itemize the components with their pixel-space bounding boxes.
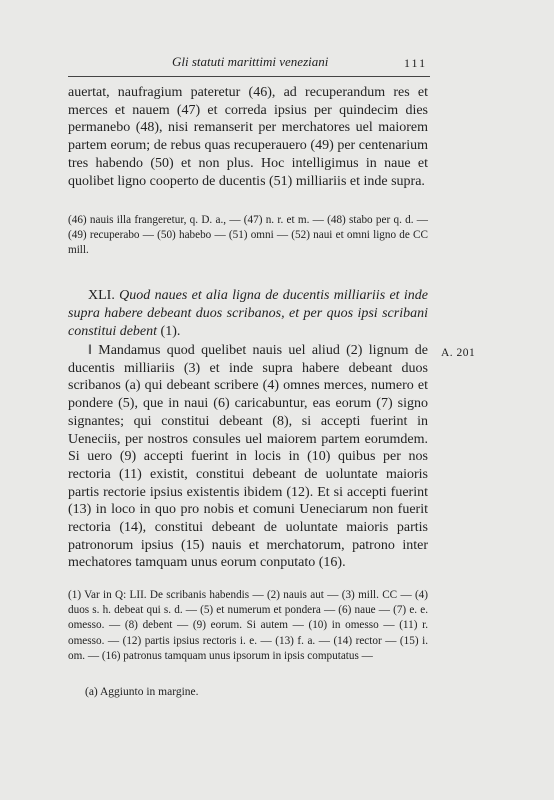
header-rule (68, 76, 430, 77)
chapter-title-note: (1). (160, 324, 181, 339)
paragraph-top: auertat, naufragium pateretur (46), ad recuperandum res et merces et nauem (47) et correda ipsius per quindecim dies permanebo (48), nisi remanserit per merchatores uel maiorem partem eorum; de rebus quas recuperauero (49) per centenarium tres habendo (50) et non plus. Hoc intelligimus in naue et quolibet ligno cooperto de ducentis (51) milliariis et inde supra. (68, 85, 428, 189)
footnotes-top: (46) nauis illa frangeretur, q. D. a., — (47) n. r. et m. — (48) stabo per q. d. — (49) recuperabo — (50) habebo — (51) omni — (52) naui et omni ligno de CC mill. (68, 214, 428, 257)
page-header (70, 54, 430, 76)
footnotes-bottom: (1) Var in Q: LII. De scribanis habendis — (2) nauis aut — (3) mill. CC — (4) duos s. h. debeat qui s. d. — (5) et numerum et pondera — (6) naue — (7) e. e. omesso. — (8) debent — (9) eorum. Si autem — (10) in omesso — (11) r. omesso. — (12) partis ipsius rectoris i. e. — (13) f. a. — (14) rector — (15) i. om. — (16) patronus tamquam unus ipsorum in ipsis computatus — (68, 589, 428, 662)
footnote-a: (a) Aggiunto in margine. (85, 686, 199, 698)
running-title: Gli statuti marittimi veneziani (172, 54, 329, 69)
chapter-number: XLI. (88, 288, 115, 303)
page-number: 111 (404, 56, 428, 70)
margin-reference: A. 201 (441, 347, 476, 359)
chapter-heading (68, 287, 428, 341)
chapter-title: Quod naues et alia ligna de ducentis milliariis et inde supra habere debeant duos scribanos, et per quos ipsi scribani constitui debent (68, 288, 429, 339)
paragraph-main: ‖ Mandamus quod quelibet nauis uel aliud (2) lignum de ducentis milliariis (3) et inde supra habere debeant duos scribanos (a) qui debeant scribere (4) omnes merces, numero et pondere (5), que in naui (6) caricabuntur, eas eorum (7) signo signantes; qui constitui debeant (8), si accepti fuerint in Ueneciis, per nostros consules uel maiorem partem eorumdem. Si uero (9) accepti fuerint in locis in (10) quibus per nos rectoria (11) existit, constitui debeant de uoluntate maioris partis rectorie ipsius existentis ibidem (12). Et si accepti fuerint (13) in loco in quo pro nobis et comuni Ueneciarum non fuerit rectoria (14), constitui debeant de uoluntate maioris partis patronorum ipsius (15) nauis et merchatorum, patrono inter mechatores tamquam unus eorum conputato (16). (68, 343, 428, 571)
